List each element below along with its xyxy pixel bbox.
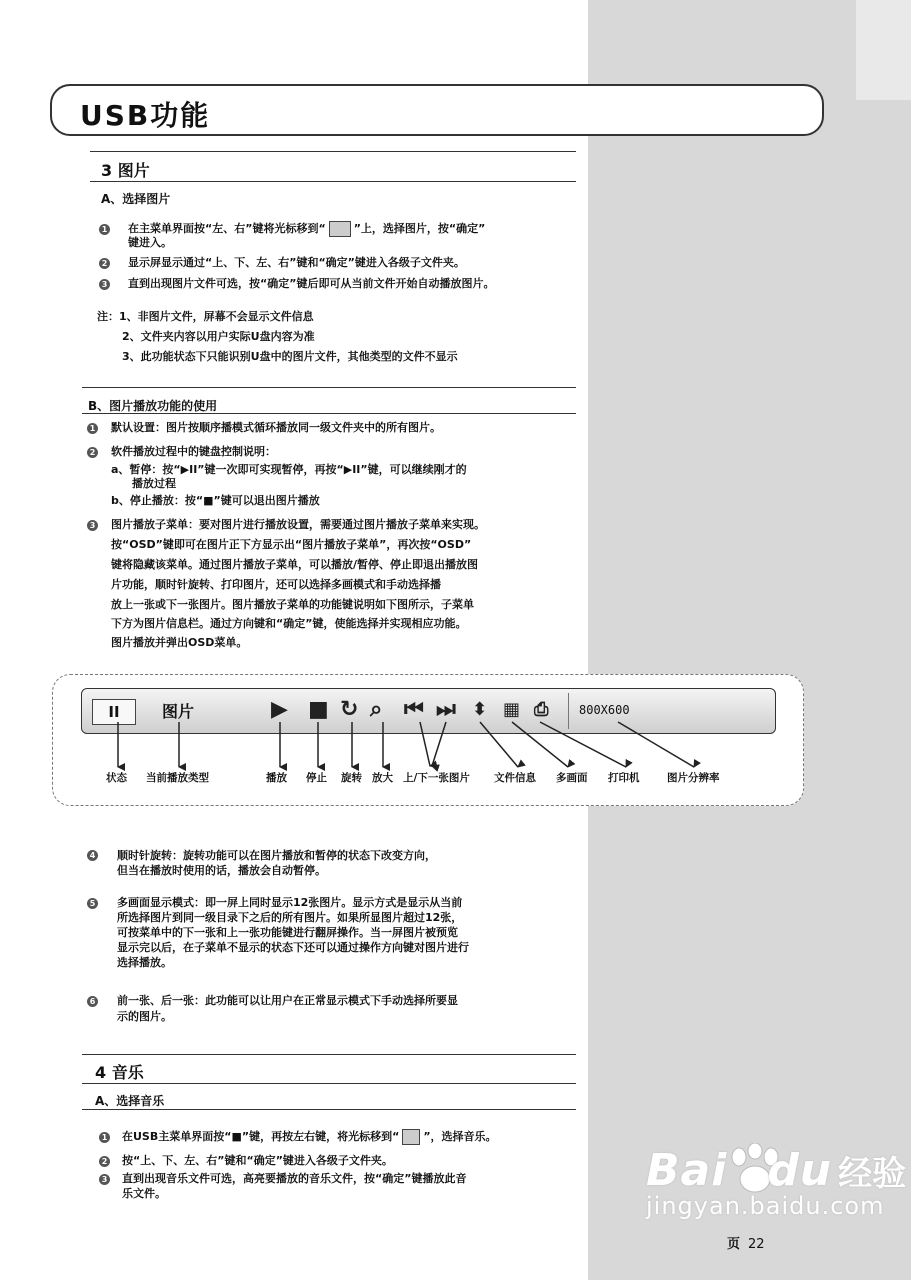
toolbar-label-zoom: 放大	[372, 772, 393, 784]
step-number: 3	[87, 520, 98, 531]
toolbar-label-printer: 打印机	[608, 772, 640, 784]
section3a-title: A、选择图片	[101, 192, 171, 206]
file-info-icon[interactable]: ⬍	[472, 699, 488, 720]
toolbar-label-multi-picture: 多画面	[556, 772, 588, 784]
rule	[82, 1054, 576, 1055]
next-icon[interactable]: ⏭	[436, 697, 456, 722]
printer-icon[interactable]: ⎙	[534, 699, 549, 720]
step-text: 显示屏显示通过“上、下、左、右”键和“确定”键进入各级子文件夹。	[128, 256, 465, 269]
stop-icon[interactable]: ■	[308, 697, 329, 722]
step-number: 1	[87, 423, 98, 434]
section4a-title: A、选择音乐	[95, 1094, 165, 1108]
step-number: 1	[99, 224, 110, 235]
multi-picture-icon[interactable]: ▦	[503, 699, 521, 720]
step-text: 顺时针旋转：旋转功能可以在图片播放和暂停的状态下改变方向，	[117, 849, 436, 862]
title-prefix: USB	[80, 99, 151, 132]
page-label: 页	[727, 1237, 741, 1252]
step-number: 1	[99, 1132, 110, 1143]
note-line: 3、此功能状态下只能识别U盘中的图片文件，其他类型的文件不显示	[122, 350, 458, 363]
step-text: 图片播放子菜单：要对图片进行播放设置，需要通过图片播放子菜单来实现。	[111, 518, 485, 531]
toolbar-label-prev-next: 上/下一张图片	[403, 772, 470, 784]
step-text: 放上一张或下一张图片。图片播放子菜单的功能键说明如下图所示，子菜单	[111, 598, 474, 611]
toolbar-label-stop: 停止	[306, 772, 327, 784]
toolbar-label-rotate: 旋转	[341, 772, 362, 784]
step-text: 默认设置：图片按顺序播模式循环播放同一级文件夹中的所有图片。	[111, 421, 441, 434]
step-text: 按“OSD”键即可在图片正下方显示出“图片播放子菜单”，再次按“OSD”	[111, 538, 472, 551]
rotate-icon[interactable]: ↻	[340, 697, 359, 722]
step-text-cont: 键进入。	[128, 236, 172, 249]
step-text: 乐文件。	[122, 1187, 166, 1200]
pause-status-icon[interactable]: II	[92, 699, 136, 725]
step-text: 示的图片。	[117, 1010, 172, 1023]
step-text: 键将隐藏该菜单。通过图片播放子菜单，可以播放/暂停、停止即退出播放图	[111, 558, 479, 571]
step-text: 软件播放过程中的键盘控制说明：	[111, 445, 276, 458]
toolbar-label-status: 状态	[106, 772, 127, 784]
play-icon[interactable]: ▶	[271, 697, 288, 722]
step-text: 可按菜单中的下一张和上一张功能键进行翻屏操作。当一屏图片被预览	[117, 926, 458, 939]
toolbar-label-play: 播放	[266, 772, 287, 784]
step-text: 多画面显示模式：即一屏上同时显示12张图片。显示方式是显示从当前	[117, 896, 463, 909]
step-number: 3	[99, 279, 110, 290]
step-text: 直到出现图片文件可选，按“确定”键后即可从当前文件开始自动播放图片。	[128, 277, 495, 290]
step-number: 2	[87, 447, 98, 458]
step-text: 片功能，顺时针旋转、打印图片，还可以选择多画模式和手动选择播	[111, 578, 441, 591]
section3b-title: B、图片播放功能的使用	[88, 399, 218, 413]
watermark-brand-a: Bai	[646, 1145, 728, 1196]
step-number: 2	[99, 258, 110, 269]
page-number: 22	[748, 1237, 765, 1252]
toolbar-label-resolution: 图片分辨率	[667, 772, 720, 784]
step-text: 图片播放并弹出OSD菜单。	[111, 636, 248, 649]
step-number: 5	[87, 898, 98, 909]
step-number: 2	[99, 1156, 110, 1167]
note-line: 注：1、非图片文件，屏幕不会显示文件信息	[97, 310, 314, 323]
step-text: 在主菜单界面按“左、右”键将光标移到“ ”上，选择图片，按“确定”	[128, 222, 486, 235]
page-footer	[727, 1233, 765, 1252]
current-type-label: 图片	[162, 702, 195, 721]
step-number: 4	[87, 850, 98, 861]
step-text: 选择播放。	[117, 956, 172, 969]
step-number: 6	[87, 996, 98, 1007]
step-text: a、暂停：按“▶II”键一次即可实现暂停，再按“▶II”键，可以继续刚才的	[111, 463, 467, 476]
rule	[82, 1083, 576, 1084]
step-text: 下方为图片信息栏。通过方向键和“确定”键，使能选择并实现相应功能。	[111, 617, 467, 630]
step-text: b、停止播放：按“■”键可以退出图片播放	[111, 494, 320, 507]
section4-heading: 4 音乐	[95, 1063, 144, 1082]
step-text: 但当在播放时使用的话，播放会自动暂停。	[117, 864, 326, 877]
toolbar-label-current-type: 当前播放类型	[146, 772, 209, 784]
music-icon	[402, 1129, 420, 1145]
baidu-watermark	[646, 1145, 906, 1220]
step-text: 所选择图片到同一级目录下之后的所有图片。如果所显图片超过12张，	[117, 911, 463, 924]
section3-heading: 3 图片	[101, 161, 150, 180]
step-text: 按“上、下、左、右”键和“确定”键进入各级子文件夹。	[122, 1154, 393, 1167]
step-text: 前一张、后一张：此功能可以让用户在正常显示模式下手动选择所要显	[117, 994, 458, 1007]
toolbar-label-file-info: 文件信息	[494, 772, 536, 784]
step-number: 3	[99, 1174, 110, 1185]
zoom-icon[interactable]: ⌕	[370, 697, 383, 722]
watermark-brand-cn: 经验	[838, 1154, 907, 1194]
step-text: 直到出现音乐文件可选，高亮要播放的音乐文件，按“确定”键播放此音	[122, 1172, 467, 1185]
watermark-brand-b: du	[767, 1145, 833, 1196]
rule	[82, 1109, 576, 1110]
step-text: 在USB主菜单界面按“■”键，再按左右键，将光标移到“ ”，选择音乐。	[122, 1130, 497, 1143]
title-suffix: 功能	[150, 99, 211, 132]
step-text: 显示完以后，在子菜单不显示的状态下还可以通过操作方向键对图片进行	[117, 941, 469, 954]
watermark-url: jingyan.baidu.com	[646, 1192, 885, 1220]
step-text: 播放过程	[132, 477, 176, 490]
resolution-readout: 800X600	[579, 703, 630, 717]
note-line: 2、文件夹内容以用户实际U盘内容为准	[122, 330, 315, 343]
prev-icon[interactable]: ⏮	[404, 697, 424, 722]
